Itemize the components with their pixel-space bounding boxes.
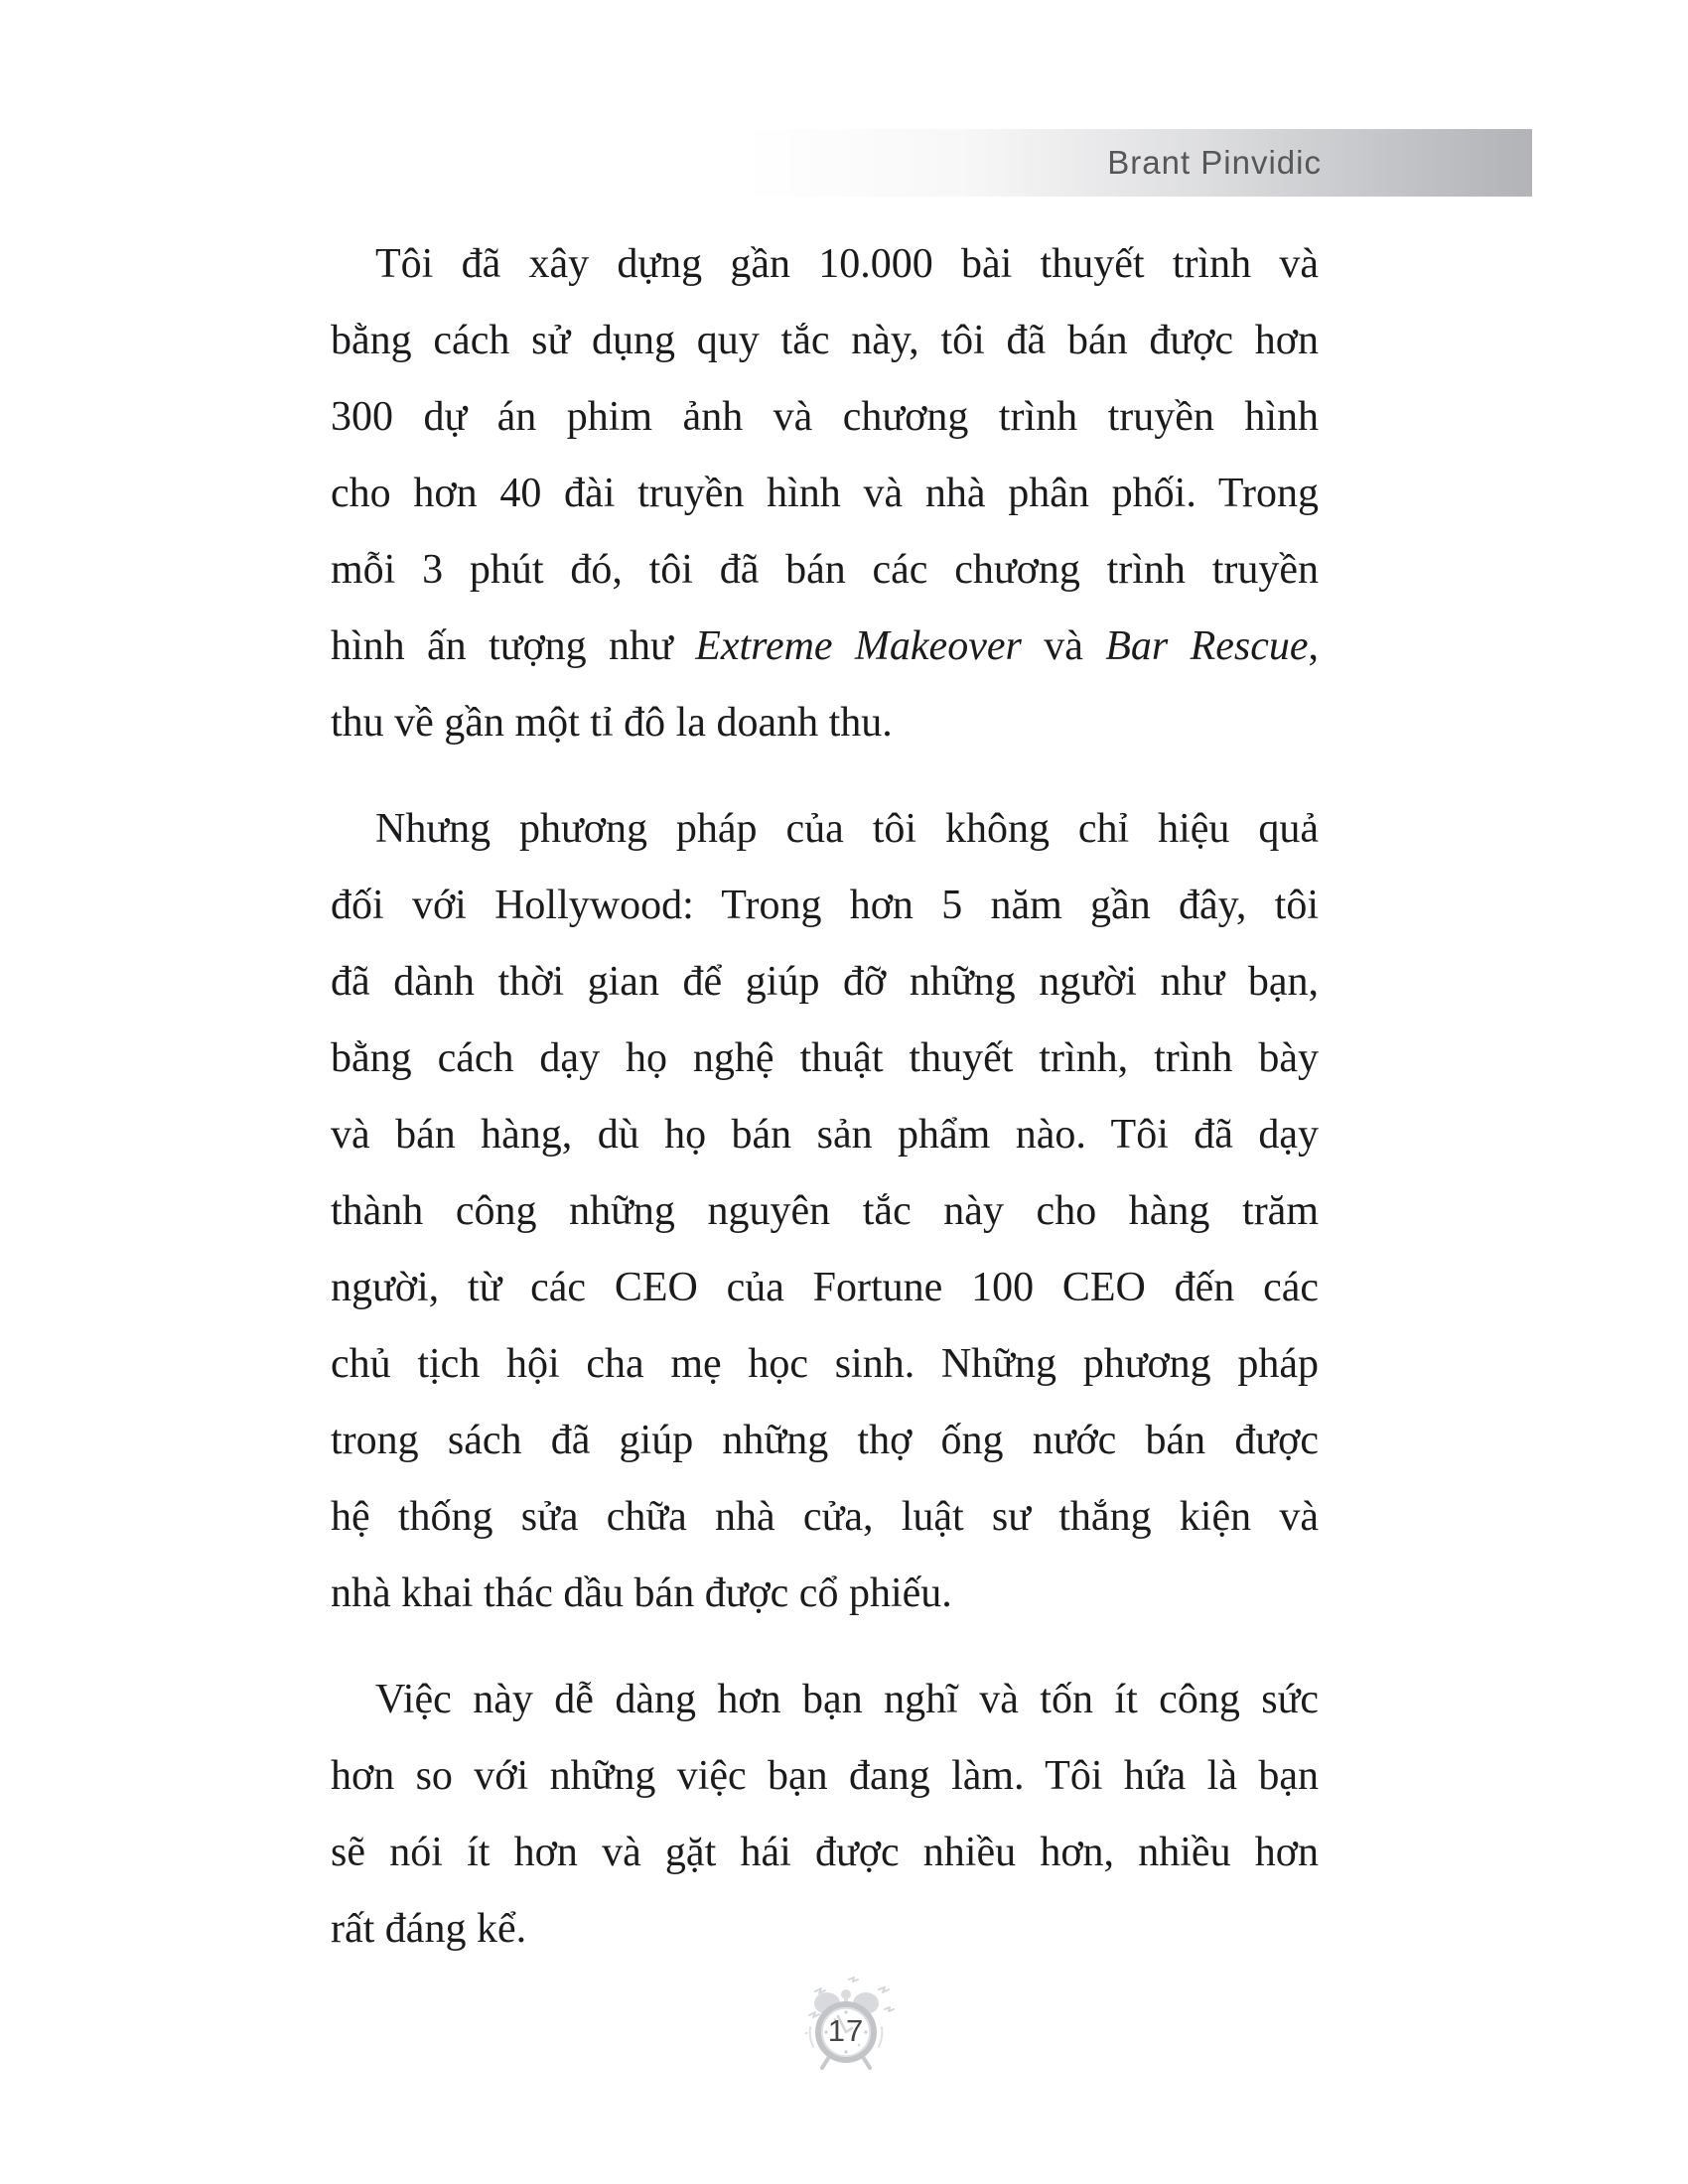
page-number: 17 — [827, 2013, 865, 2048]
text-line: người, từ các CEO của Fortune 100 CEO đến các — [331, 1265, 1319, 1310]
text-line: thu về gần một tỉ đô la doanh thu. — [331, 700, 893, 746]
paragraph — [331, 1662, 1319, 1968]
text-line: chủ tịch hội cha mẹ học sinh. Những phương pháp — [331, 1341, 1319, 1387]
paragraph — [331, 226, 1319, 761]
author-name: Brant Pinvidic — [1107, 144, 1322, 181]
text-line: 300 dự án phim ảnh và chương trình truyền hình — [331, 394, 1319, 440]
text-line: đã dành thời gian để giúp đỡ những người như bạn, — [331, 959, 1319, 1005]
text-line: mỗi 3 phút đó, tôi đã bán các chương trình truyền — [331, 547, 1319, 593]
text-line: Việc này dễ dàng hơn bạn nghĩ và tốn ít công sức — [375, 1677, 1319, 1722]
text-line: đối với Hollywood: Trong hơn 5 năm gần đây, tôi — [331, 883, 1319, 928]
text-line: trong sách đã giúp những thợ ống nước bán được — [331, 1418, 1319, 1463]
page-header-band — [740, 129, 1532, 197]
text-line: Tôi đã xây dựng gần 10.000 bài thuyết trình và — [375, 241, 1319, 287]
body-text — [331, 226, 1319, 1997]
text-line: và bán hàng, dù họ bán sản phẩm nào. Tôi đã dạy — [331, 1112, 1319, 1158]
text-line: thành công những nguyên tắc này cho hàng trăm — [331, 1188, 1319, 1234]
page-number-badge — [791, 1976, 901, 2087]
text-line: nhà khai thác dầu bán được cổ phiếu. — [331, 1570, 952, 1616]
paragraph — [331, 791, 1319, 1632]
text-line: hình ấn tượng như Extreme Makeover và Bar Rescue, — [331, 623, 1319, 669]
text-line: sẽ nói ít hơn và gặt hái được nhiều hơn, nhiều hơn — [331, 1830, 1319, 1875]
text-line: hơn so với những việc bạn đang làm. Tôi hứa là bạn — [331, 1753, 1319, 1799]
text-line: bằng cách dạy họ nghệ thuật thuyết trình, trình bày — [331, 1035, 1319, 1081]
text-line: Nhưng phương pháp của tôi không chỉ hiệu quả — [375, 806, 1319, 852]
text-line: hệ thống sửa chữa nhà cửa, luật sư thắng kiện và — [331, 1494, 1319, 1540]
text-line: rất đáng kể. — [331, 1906, 527, 1952]
text-line: cho hơn 40 đài truyền hình và nhà phân phối. Trong — [331, 471, 1319, 516]
text-line: bằng cách sử dụng quy tắc này, tôi đã bán được hơn — [331, 318, 1319, 363]
